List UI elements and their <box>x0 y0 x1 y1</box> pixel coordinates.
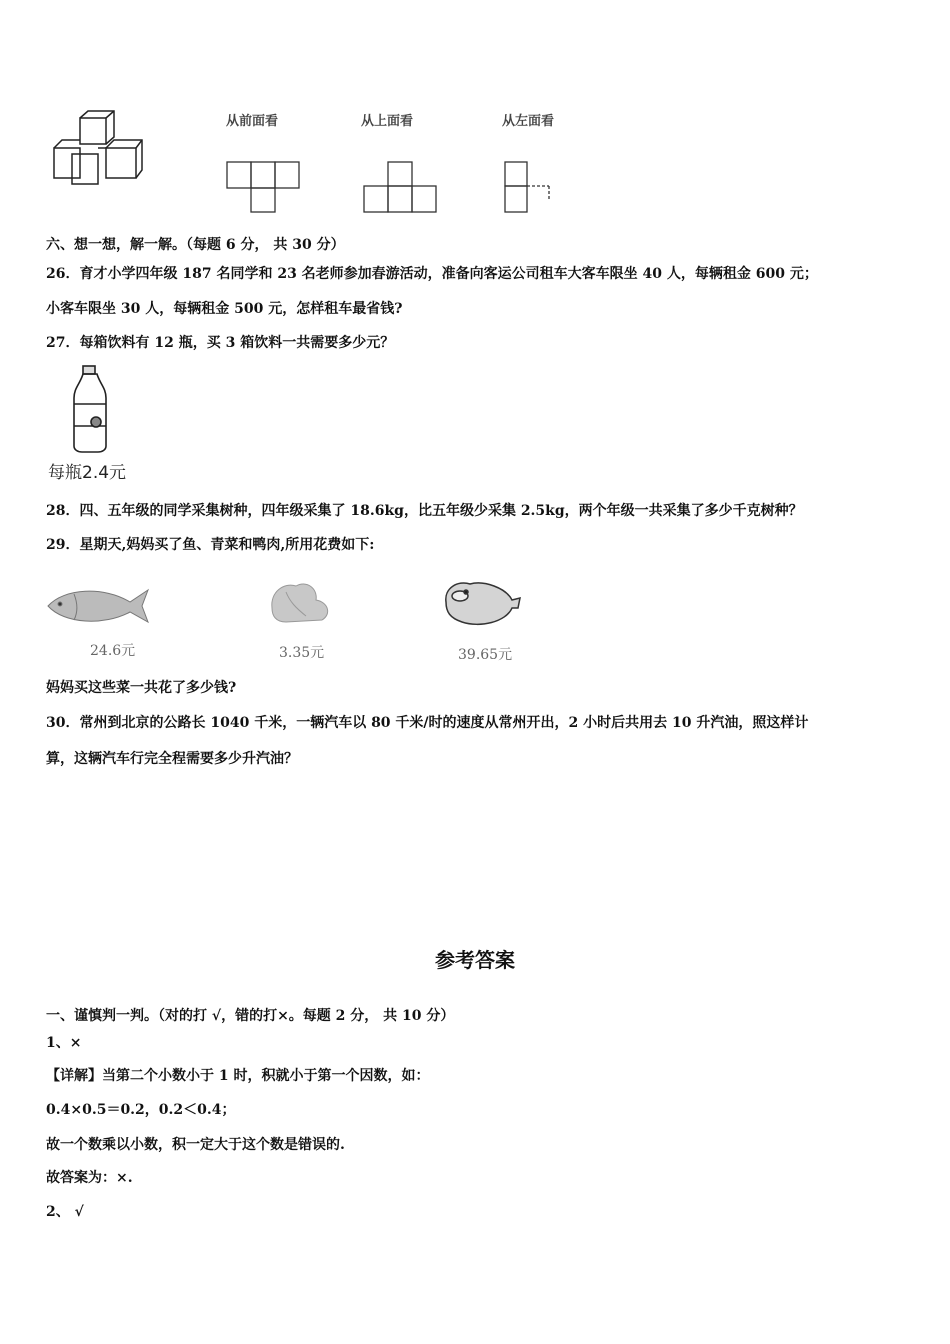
q30-line1: 30．常州到北京的公路长 1040 千米，一辆汽车以 80 千米/时的速度从常州开出，2 小时后共用去 10 升汽油，照这样计 <box>46 715 809 731</box>
answers-section1-heading: 一、谨慎判一判。（对的打 √，错的打×。每题 2 分， 共 10 分） <box>46 1008 455 1024</box>
answer1-reason: 故一个数乘以小数，积一定大于这个数是错误的. <box>46 1137 345 1153</box>
answers-title: 参考答案 <box>435 948 515 972</box>
duck-icon <box>440 578 524 630</box>
top-view-label: 从上面看 <box>361 114 414 129</box>
q28-text: 28．四、五年级的同学采集树种，四年级采集了 18.6kg，比五年级少采集 2.5kg，两个年级一共采集了多少千克树种？ <box>46 503 803 519</box>
bottle-caption: 每瓶2.4元 <box>48 463 127 483</box>
q26-line1: 26．育才小学四年级 187 名同学和 23 名老师参加春游活动，准备向客运公司租车大客车限坐 40 人，每辆租金 600 元； <box>46 266 818 282</box>
fish-icon <box>44 584 154 628</box>
block-figure <box>50 108 150 188</box>
answer1-result: 故答案为：×. <box>46 1170 133 1186</box>
section6-heading: 六、想一想，解一解。（每题 6 分， 共 30 分） <box>46 237 345 253</box>
vegetable-price: 3.35元 <box>279 645 325 661</box>
left-view-label: 从左面看 <box>502 114 555 129</box>
answer1-label: 1、× <box>46 1035 82 1051</box>
left-view-diagram <box>503 160 559 216</box>
q27-text: 27．每箱饮料有 12 瓶，买 3 箱饮料一共需要多少元？ <box>46 335 395 351</box>
fish-price: 24.6元 <box>90 643 136 659</box>
q29-text: 29．星期天,妈妈买了鱼、青菜和鸭肉,所用花费如下: <box>46 537 375 553</box>
answer1-example: 0.4×0.5＝0.2，0.2＜0.4； <box>46 1102 236 1118</box>
duck-price: 39.65元 <box>458 647 513 663</box>
front-view-label: 从前面看 <box>226 114 279 129</box>
top-view-diagram <box>362 160 442 216</box>
q29-question: 妈妈买这些菜一共花了多少钱? <box>46 680 237 696</box>
bottle-icon <box>66 364 114 454</box>
answer1-detail: 【详解】当第二个小数小于 1 时，积就小于第一个因数，如： <box>46 1068 430 1084</box>
q30-line2: 算，这辆汽车行完全程需要多少升汽油？ <box>46 751 298 767</box>
q26-line2: 小客车限坐 30 人，每辆租金 500 元，怎样租车最省钱? <box>46 301 403 317</box>
answer2-label: 2、 √ <box>46 1204 84 1220</box>
front-view-diagram <box>225 160 305 216</box>
vegetable-icon <box>266 578 336 628</box>
